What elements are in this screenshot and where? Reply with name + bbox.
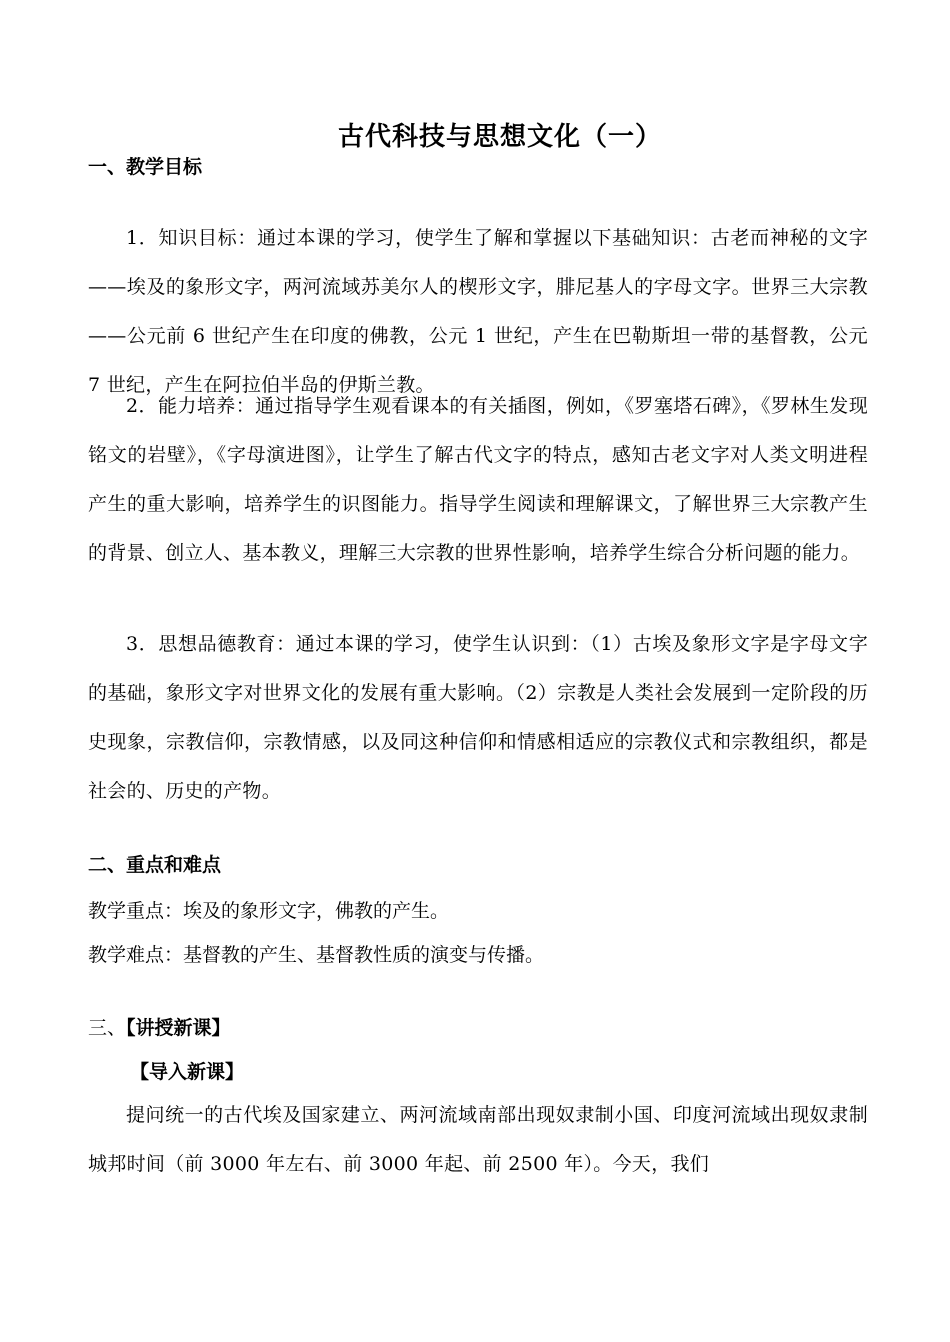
paragraph-knowledge-goal: 1．知识目标：通过本课的学习，使学生了解和掌握以下基础知识：古老而神秘的文字——埃及的象形文字，两河流域苏美尔人的楔形文字，腓尼基人的字母文字。世界三大宗教——公元前 6 世纪产生在印度的佛教，公元 1 世纪，产生在巴勒斯坦一带的基督教，公元 7 世纪，产生在阿拉伯半岛的伊斯兰教。 [88,227,868,396]
key-point-line: 教学重点：埃及的象形文字，佛教的产生。 [88,900,450,922]
section-number: 三、 [88,1017,127,1039]
section-title: 【讲授新课】 [126,1017,231,1039]
difficult-point-line: 教学难点：基督教的产生、基督教性质的演变与传播。 [88,944,545,966]
paragraph-moral-goal: 3．思想品德教育：通过本课的学习，使学生认识到：（1）古埃及象形文字是字母文字的基础，象形文字对世界文化的发展有重大影响。（2）宗教是人类社会发展到一定阶段的历史现象，宗教信仰，宗教情感，以及同这种信仰和情感相适应的宗教仪式和宗教组织，都是社会的、历史的产物。 [88,633,868,802]
paragraph-introduction: 提问统一的古代埃及国家建立、两河流域南部出现奴隶制小国、印度河流域出现奴隶制城邦时间（前 3000 年左右、前 3000 年起、前 2500 年）。今天，我们 [88,1104,868,1175]
section-heading-teaching-goals: 一、教学目标 [88,156,203,178]
subheading-introduction: 【导入新课】 [130,1061,245,1083]
document-title: 古代科技与思想文化（一） [337,122,662,152]
paragraph-ability-goal: 2．能力培养：通过指导学生观看课本的有关插图，例如，《罗塞塔石碑》，《罗林生发现铭文的岩壁》，《字母演进图》，让学生了解古代文字的特点，感知古老文字对人类文明进程产生的重大影响，培养学生的识图能力。指导学生阅读和理解课文，了解世界三大宗教产生的背景、创立人、基本教义，理解三大宗教的世界性影响，培养学生综合分析问题的能力。 [88,395,868,564]
section-heading-key-points: 二、重点和难点 [88,854,222,876]
section-heading-new-lesson [88,1014,231,1042]
